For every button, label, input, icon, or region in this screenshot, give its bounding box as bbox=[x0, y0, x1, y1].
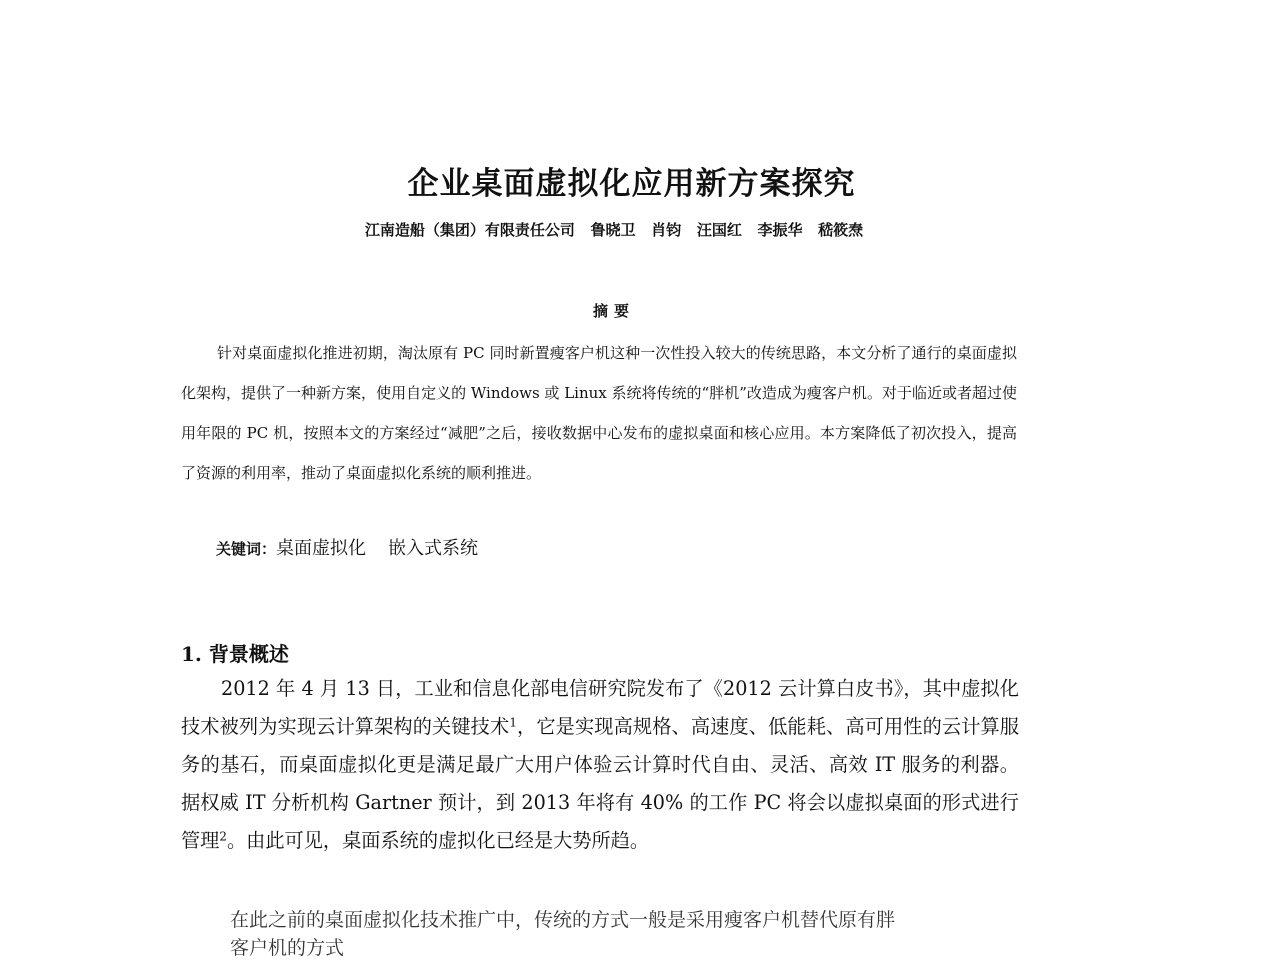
keywords-line bbox=[216, 534, 478, 564]
author-line: 江南造船（集团）有限责任公司 鲁晓卫 肖钧 汪国红 李振华 嵇筱焘 bbox=[364, 221, 864, 239]
footnote-ref: 1 bbox=[509, 715, 517, 730]
section-heading: 1. 背景概述 bbox=[181, 642, 289, 666]
abstract-heading: 摘要 bbox=[592, 302, 635, 320]
paragraph-text: 。由此可见，桌面系统的虚拟化已经是大势所趋。 bbox=[226, 829, 650, 852]
section-body bbox=[181, 670, 1019, 860]
keyword-item: 桌面虚拟化 bbox=[276, 538, 367, 559]
paper-title: 企业桌面虚拟化应用新方案探究 bbox=[407, 166, 856, 202]
footnote-ref: 2 bbox=[219, 829, 227, 844]
paragraph-text: ，它是实现高规格、高速度、低能耗、高可用性的云计算服务的基石，而桌面虚拟化更是满足最广大用户体验云计算时代自由、灵活、高效 IT 服务的利器。据权威 IT 分析机构 Gartner 预计，到 2013 年将有 40% 的工作 PC 将会以虚拟桌面的形式进行管理 bbox=[181, 715, 1020, 852]
paragraph-text: 2012 年 4 月 13 日，工业和信息化部电信研究院发布了《2012 云计算白皮书》，其中虚拟化技术被列为实现云计算架构的关键技术 bbox=[181, 677, 1019, 738]
abstract-text: 针对桌面虚拟化推进初期，淘汰原有 PC 同时新置瘦客户机这种一次性投入较大的传统思路，本文分析了通行的桌面虚拟化架构，提供了一种新方案，使用自定义的 Windows 或 Linux 系统将传统的“胖机”改造成为瘦客户机。对于临近或者超过使用年限的 PC 机，按照本文的方案经过“减肥”之后，接收数据中心发布的虚拟桌面和核心应用。本方案降低了初次投入，提高了资源的利用率，推动了桌面虚拟化系统的顺利推进。 bbox=[181, 344, 1017, 482]
cut-off-line: 在此之前的桌面虚拟化技术推广中，传统的方式一般是采用瘦客户机替代原有胖客户机的方式 bbox=[230, 909, 896, 959]
section-paragraph bbox=[181, 670, 1019, 860]
keywords-label: 关键词： bbox=[216, 540, 277, 558]
abstract-body bbox=[181, 333, 1017, 493]
keyword-item: 嵌入式系统 bbox=[388, 538, 479, 559]
